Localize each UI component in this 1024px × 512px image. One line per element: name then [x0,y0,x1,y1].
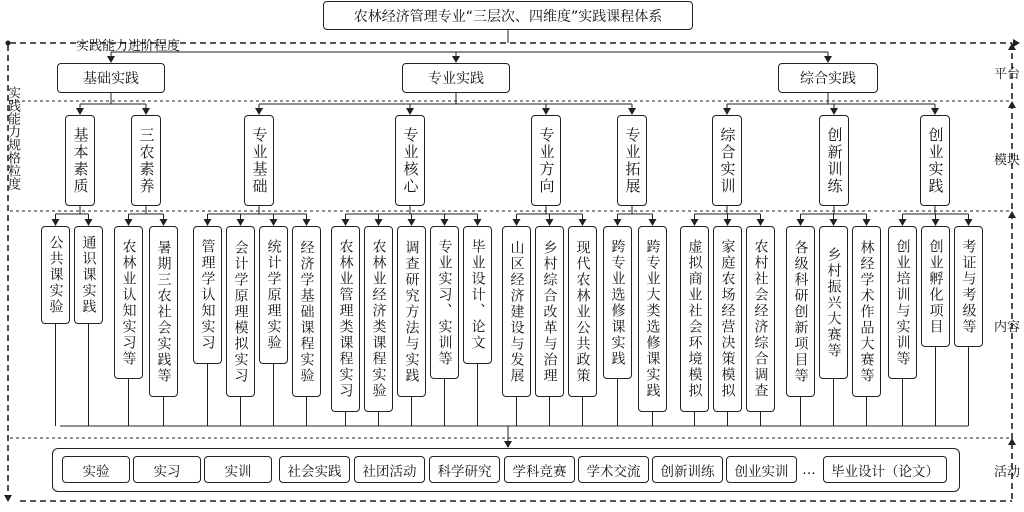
activity-box: 实习 [133,456,201,483]
content-box: 通识课实践 [74,226,103,324]
activity-box: 社会实践 [279,456,350,483]
module-box: 专业核心 [395,115,425,206]
vertical-axis-label: 实践能力规格粒度 [5,86,20,190]
content-box: 跨专业大类选修课实践 [638,226,667,412]
content-box: 乡村振兴大赛等 [819,226,848,379]
arrowhead [303,219,311,226]
content-box: 农村社会经济综合调查 [746,226,775,412]
arrowhead [830,219,838,226]
arrowhead [255,108,263,115]
arrowhead [899,219,907,226]
module-box: 专业方向 [531,115,561,206]
arrowhead [723,108,731,115]
arrowhead [1013,39,1020,47]
content-box: 农林业认知实习等 [114,226,143,379]
content-box: 现代农林业公共政策 [568,226,597,397]
content-box: 农林业管理类课程实习 [331,226,360,412]
activity-box: 毕业设计（论文） [823,456,947,483]
activity-box: 社团活动 [354,456,425,483]
content-box: 调查研究方法与实践 [397,226,426,397]
content-box: 管理学认知实习 [193,226,222,364]
layer-label-content: 内容 [994,320,1021,335]
content-box: 毕业设计、论文 [463,226,492,364]
arrowhead [931,108,939,115]
arrowhead [408,219,416,226]
activity-box: 实验 [62,456,130,483]
module-box: 基本素质 [65,115,95,206]
content-box: 创业孵化项目 [921,226,950,347]
arrowhead [797,219,805,226]
content-box: 林经学术作品大赛等 [852,226,881,397]
arrowhead [628,108,636,115]
arrowhead [52,219,60,226]
horizontal-axis-label: 实践能力进阶程度 [76,39,181,54]
arrowhead [830,108,838,115]
arrowhead [142,108,150,115]
axis-origin-dot [6,41,11,46]
activity-ellipsis: … [802,461,816,478]
arrowhead [1008,211,1016,218]
layer-label-platform: 平台 [994,67,1021,82]
activity-box: 实训 [204,456,272,483]
arrowhead [504,441,512,448]
content-box: 公共课实验 [41,226,70,324]
content-box: 山区经济建设与发展 [502,226,531,397]
module-box: 专业拓展 [617,115,647,206]
arrowhead [125,219,133,226]
activity-box: 学科竞赛 [504,456,575,483]
content-box: 农林业经济类课程实验 [364,226,393,412]
arrowhead [1008,438,1016,445]
arrowhead [107,56,115,63]
arrowhead [513,219,521,226]
module-box: 三农素养 [131,115,161,206]
activity-box: 创业实训 [726,456,797,483]
arrowhead [824,56,832,63]
content-box: 经济学基础课程实验 [292,226,321,397]
arrowhead [441,219,449,226]
module-box: 创新训练 [819,115,849,206]
module-box: 专业基础 [244,115,274,206]
arrowhead [932,219,940,226]
arrowhead [342,219,350,226]
arrowhead [237,219,245,226]
arrowhead [406,108,414,115]
content-box: 乡村综合改革与治理 [535,226,564,397]
arrowhead [76,108,84,115]
arrowhead [270,219,278,226]
arrowhead [579,219,587,226]
platform-box: 专业实践 [402,63,510,93]
arrowhead [614,219,622,226]
arrowhead [649,219,657,226]
activity-box: 创新训练 [652,456,723,483]
diagram-title: 农林经济管理专业“三层次、四维度”实践课程体系 [323,1,693,30]
platform-box: 综合实践 [778,63,878,93]
arrowhead [546,219,554,226]
arrowhead [965,219,973,226]
content-box: 统计学原理实验 [259,226,288,364]
arrowhead [85,219,93,226]
layer-label-activity: 活动 [994,465,1021,480]
arrowhead [204,219,212,226]
activity-box: 科学研究 [429,456,500,483]
content-box: 各级科研创新项目等 [786,226,815,397]
arrowhead [375,219,383,226]
arrowhead [160,219,168,226]
content-box: 虚拟商业社会环境模拟 [680,226,709,412]
content-box: 考证与考级等 [954,226,983,347]
arrowhead [1008,101,1016,108]
arrowhead [691,219,699,226]
arrowhead [452,56,460,63]
arrowhead [474,219,482,226]
arrowhead [724,219,732,226]
content-box: 家庭农场经营决策模拟 [713,226,742,412]
arrowhead [863,219,871,226]
arrowhead [542,108,550,115]
activity-box: 学术交流 [578,456,649,483]
content-box: 会计学原理模拟实习 [226,226,255,397]
content-box: 跨专业选修课实践 [603,226,632,379]
platform-box: 基础实践 [57,63,165,93]
content-box: 创业培训与实训等 [888,226,917,379]
arrowhead [757,219,765,226]
arrowhead [4,495,12,502]
content-box: 专业实习、实训等 [430,226,459,379]
module-box: 创业实践 [920,115,950,206]
content-box: 暑期三农社会实践等 [149,226,178,397]
layer-label-module: 模块 [994,153,1021,168]
module-box: 综合实训 [712,115,742,206]
